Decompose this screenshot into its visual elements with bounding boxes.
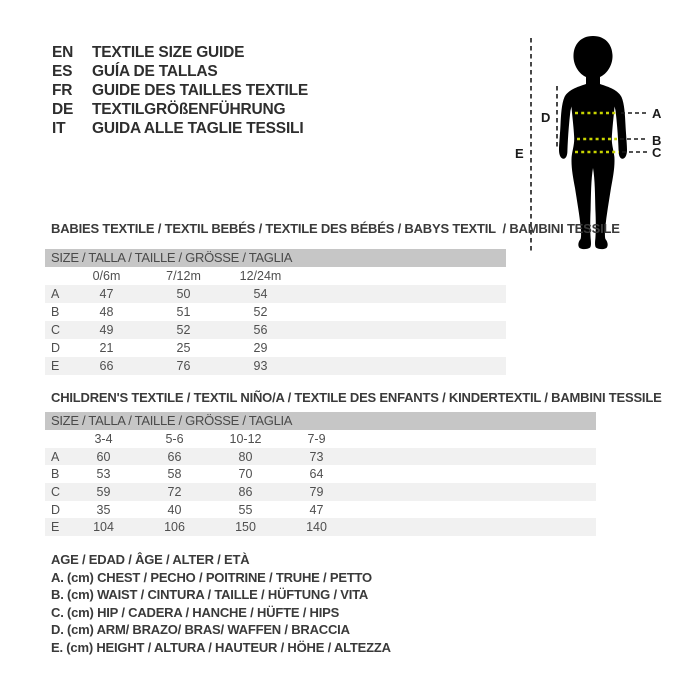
row-label: B	[51, 467, 60, 482]
table-row	[45, 321, 506, 339]
legend-line: E. (cm) HEIGHT / ALTURA / HAUTEUR / HÖHE / ALTEZZA	[51, 639, 391, 655]
label-hip-c: C	[652, 145, 662, 160]
size-value: 73	[309, 449, 324, 464]
table-row	[45, 285, 506, 303]
label-waist-b: B	[652, 133, 662, 148]
column-header: 7-9	[307, 431, 326, 446]
size-value: 60	[96, 449, 111, 464]
size-value: 40	[167, 502, 182, 517]
size-value: 35	[96, 502, 111, 517]
size-value: 79	[309, 484, 324, 499]
size-value: 55	[238, 502, 253, 517]
language-label: GUIDE DES TAILLES TEXTILE	[92, 81, 309, 99]
size-value: 52	[176, 323, 191, 337]
legend-line: B. (cm) WAIST / CINTURA / TAILLE / HÜFTUNG / VITA	[51, 587, 369, 603]
size-value: 106	[164, 520, 185, 535]
size-value: 52	[253, 305, 268, 319]
size-value: 50	[176, 287, 191, 301]
size-value: 21	[99, 341, 114, 355]
table-size-header: SIZE / TALLA / TAILLE / GRÖSSE / TAGLIA	[45, 412, 596, 430]
row-label: D	[51, 502, 61, 517]
row-label: D	[51, 341, 61, 355]
table-columns-row	[45, 267, 506, 285]
legend-line: D. (cm) ARM/ BRAZO/ BRAS/ WAFFEN / BRACCIA	[51, 622, 350, 638]
column-header: 7/12m	[166, 269, 201, 283]
column-header: 5-6	[165, 431, 184, 446]
babies-size-table	[45, 249, 506, 375]
language-list	[52, 44, 308, 138]
size-value: 51	[176, 305, 191, 319]
label-chest-a: A	[652, 106, 662, 121]
label-arm-d: D	[541, 110, 551, 125]
size-value: 29	[253, 341, 268, 355]
size-value: 47	[309, 502, 324, 517]
size-value: 25	[176, 341, 191, 355]
size-value: 150	[235, 520, 256, 535]
children-size-table	[45, 412, 596, 536]
language-label: TEXTILE SIZE GUIDE	[92, 44, 245, 62]
size-value: 86	[238, 484, 253, 499]
label-height-e: E	[515, 146, 524, 161]
children-section-title: CHILDREN'S TEXTILE / TEXTIL NIÑO/A / TEXTILE DES ENFANTS / KINDERTEXTIL / BAMBINI TESSILE	[51, 390, 662, 405]
legend-line: AGE / EDAD / ÂGE / ALTER / ETÀ	[51, 552, 250, 567]
row-label: E	[51, 520, 60, 535]
size-value: 58	[167, 467, 182, 482]
legend-line: A. (cm) CHEST / PECHO / POITRINE / TRUHE / PETTO	[51, 569, 372, 585]
language-code: DE	[52, 100, 74, 118]
size-value: 54	[253, 287, 268, 301]
size-value: 59	[96, 484, 111, 499]
size-value: 76	[176, 359, 191, 373]
table-row	[45, 483, 596, 501]
table-columns-row	[45, 430, 596, 448]
table-row	[45, 303, 506, 321]
table-row	[45, 357, 506, 375]
table-row	[45, 339, 506, 357]
size-value: 70	[238, 467, 253, 482]
table-row	[45, 465, 596, 483]
size-value: 66	[99, 359, 114, 373]
column-header: 0/6m	[92, 269, 121, 283]
language-code: IT	[52, 119, 66, 137]
size-value: 48	[99, 305, 114, 319]
size-value: 66	[167, 449, 182, 464]
row-label: C	[51, 484, 61, 499]
size-value: 80	[238, 449, 253, 464]
legend-line: C. (cm) HIP / CADERA / HANCHE / HÜFTE / HIPS	[51, 604, 340, 620]
size-value: 64	[309, 467, 324, 482]
row-label: B	[51, 305, 60, 319]
row-label: E	[51, 359, 60, 373]
language-code: ES	[52, 63, 73, 81]
row-label: A	[51, 287, 60, 301]
size-value: 53	[96, 467, 111, 482]
language-label: TEXTILGRÖßENFÜHRUNG	[92, 100, 286, 118]
table-row	[45, 501, 596, 519]
language-row	[52, 82, 308, 101]
language-row	[52, 63, 308, 82]
language-label: GUIDA ALLE TAGLIE TESSILI	[92, 119, 304, 137]
size-value: 104	[93, 520, 114, 535]
size-value: 56	[253, 323, 268, 337]
column-header: 12/24m	[239, 269, 282, 283]
table-row	[45, 448, 596, 466]
size-value: 93	[253, 359, 268, 373]
size-value: 72	[167, 484, 182, 499]
language-code: FR	[52, 81, 73, 99]
child-silhouette	[559, 36, 627, 249]
language-row	[52, 119, 308, 138]
row-label: A	[51, 449, 60, 464]
measurement-legend	[51, 551, 391, 657]
size-value: 49	[99, 323, 114, 337]
column-header: 10-12	[229, 431, 262, 446]
babies-section-title: BABIES TEXTILE / TEXTIL BEBÉS / TEXTILE DES BÉBÉS / BABYS TEXTIL / BAMBINI TESSILE	[51, 221, 620, 236]
language-code: EN	[52, 44, 74, 62]
language-row	[52, 100, 308, 119]
table-size-header: SIZE / TALLA / TAILLE / GRÖSSE / TAGLIA	[45, 249, 506, 267]
column-header: 3-4	[94, 431, 113, 446]
row-label: C	[51, 323, 61, 337]
table-row	[45, 518, 596, 536]
size-value: 140	[306, 520, 327, 535]
size-value: 47	[99, 287, 114, 301]
language-label: GUÍA DE TALLAS	[92, 63, 218, 81]
language-row	[52, 44, 308, 63]
